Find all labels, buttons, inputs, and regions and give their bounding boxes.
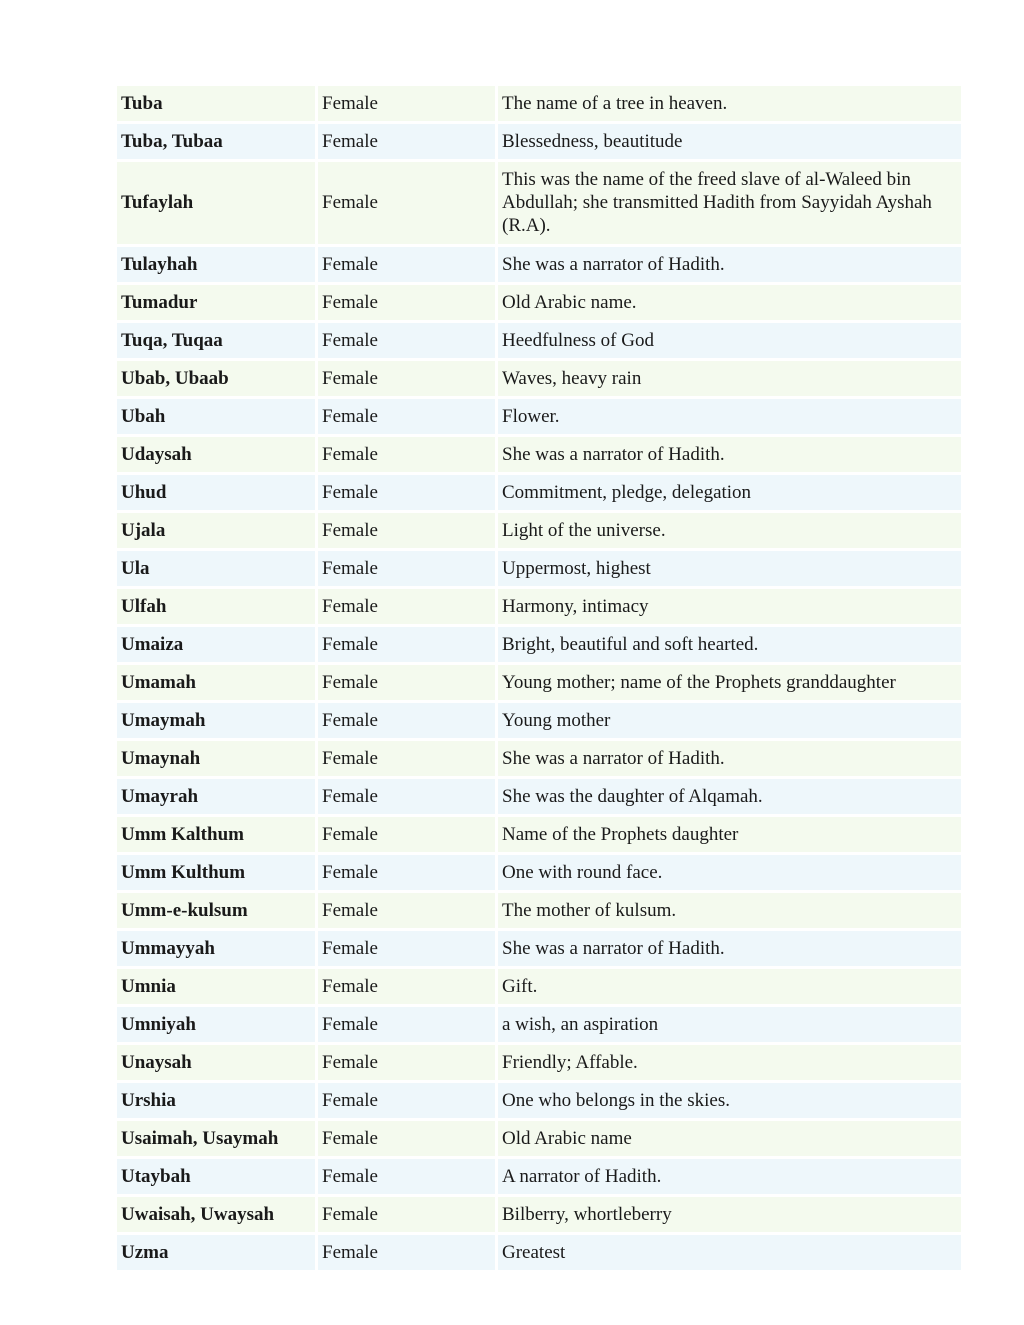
- name-cell: Umaiza: [117, 627, 315, 662]
- meaning-cell: She was the daughter of Alqamah.: [498, 779, 961, 814]
- table-row: [117, 513, 961, 548]
- gender-cell: Female: [318, 86, 495, 121]
- name-cell: Tuba, Tubaa: [117, 124, 315, 159]
- name-cell: Tuba: [117, 86, 315, 121]
- name-cell: Umnia: [117, 969, 315, 1004]
- meaning-cell: Commitment, pledge, delegation: [498, 475, 961, 510]
- meaning-cell: Young mother; name of the Prophets granddaughter: [498, 665, 961, 700]
- meaning-cell: Friendly; Affable.: [498, 1045, 961, 1080]
- table-row: [117, 399, 961, 434]
- name-cell: Tuqa, Tuqaa: [117, 323, 315, 358]
- gender-cell: Female: [318, 1159, 495, 1194]
- gender-cell: Female: [318, 1121, 495, 1156]
- name-cell: Tufaylah: [117, 162, 315, 244]
- gender-cell: Female: [318, 1007, 495, 1042]
- table-row: [117, 931, 961, 966]
- gender-cell: Female: [318, 361, 495, 396]
- name-cell: Ula: [117, 551, 315, 586]
- meaning-cell: She was a narrator of Hadith.: [498, 247, 961, 282]
- table-row: [117, 437, 961, 472]
- gender-cell: Female: [318, 1083, 495, 1118]
- name-cell: Umaynah: [117, 741, 315, 776]
- meaning-cell: Young mother: [498, 703, 961, 738]
- table-row: [117, 475, 961, 510]
- name-cell: Umm Kalthum: [117, 817, 315, 852]
- meaning-cell: Light of the universe.: [498, 513, 961, 548]
- name-cell: Urshia: [117, 1083, 315, 1118]
- name-cell: Uzma: [117, 1235, 315, 1270]
- name-cell: Ubab, Ubaab: [117, 361, 315, 396]
- meaning-cell: Name of the Prophets daughter: [498, 817, 961, 852]
- table-row: [117, 1007, 961, 1042]
- table-row: [117, 1197, 961, 1232]
- meaning-cell: This was the name of the freed slave of al-Waleed bin Abdullah; she transmitted Hadith from Sayyidah Ayshah (R.A).: [498, 162, 961, 244]
- name-cell: Tumadur: [117, 285, 315, 320]
- table-row: [117, 124, 961, 159]
- table-row: [117, 893, 961, 928]
- table-row: [117, 817, 961, 852]
- meaning-cell: Bilberry, whortleberry: [498, 1197, 961, 1232]
- meaning-cell: Harmony, intimacy: [498, 589, 961, 624]
- table-row: [117, 285, 961, 320]
- name-cell: Umniyah: [117, 1007, 315, 1042]
- meaning-cell: One who belongs in the skies.: [498, 1083, 961, 1118]
- gender-cell: Female: [318, 247, 495, 282]
- name-cell: Uhud: [117, 475, 315, 510]
- table-row: [117, 551, 961, 586]
- gender-cell: Female: [318, 703, 495, 738]
- names-table-body: [117, 86, 961, 1270]
- table-row: [117, 86, 961, 121]
- table-row: [117, 969, 961, 1004]
- name-cell: Ubah: [117, 399, 315, 434]
- table-row: [117, 162, 961, 244]
- table-row: [117, 1159, 961, 1194]
- gender-cell: Female: [318, 285, 495, 320]
- gender-cell: Female: [318, 589, 495, 624]
- meaning-cell: She was a narrator of Hadith.: [498, 741, 961, 776]
- meaning-cell: Blessedness, beautitude: [498, 124, 961, 159]
- name-cell: Utaybah: [117, 1159, 315, 1194]
- table-row: [117, 589, 961, 624]
- name-cell: Udaysah: [117, 437, 315, 472]
- gender-cell: Female: [318, 665, 495, 700]
- table-row: [117, 779, 961, 814]
- name-cell: Umm-e-kulsum: [117, 893, 315, 928]
- gender-cell: Female: [318, 475, 495, 510]
- meaning-cell: The name of a tree in heaven.: [498, 86, 961, 121]
- table-row: [117, 855, 961, 890]
- gender-cell: Female: [318, 779, 495, 814]
- table-row: [117, 741, 961, 776]
- name-cell: Usaimah, Usaymah: [117, 1121, 315, 1156]
- table-row: [117, 1121, 961, 1156]
- gender-cell: Female: [318, 893, 495, 928]
- names-table: [114, 83, 964, 1273]
- gender-cell: Female: [318, 931, 495, 966]
- name-cell: Unaysah: [117, 1045, 315, 1080]
- gender-cell: Female: [318, 513, 495, 548]
- meaning-cell: She was a narrator of Hadith.: [498, 931, 961, 966]
- name-cell: Ulfah: [117, 589, 315, 624]
- meaning-cell: Bright, beautiful and soft hearted.: [498, 627, 961, 662]
- table-row: [117, 247, 961, 282]
- gender-cell: Female: [318, 1045, 495, 1080]
- gender-cell: Female: [318, 1235, 495, 1270]
- name-cell: Umaymah: [117, 703, 315, 738]
- gender-cell: Female: [318, 437, 495, 472]
- table-row: [117, 361, 961, 396]
- name-cell: Umamah: [117, 665, 315, 700]
- name-cell: Tulayhah: [117, 247, 315, 282]
- table-row: [117, 627, 961, 662]
- meaning-cell: Old Arabic name.: [498, 285, 961, 320]
- gender-cell: Female: [318, 855, 495, 890]
- table-row: [117, 1235, 961, 1270]
- table-row: [117, 1083, 961, 1118]
- table-row: [117, 703, 961, 738]
- meaning-cell: Waves, heavy rain: [498, 361, 961, 396]
- name-cell: Umm Kulthum: [117, 855, 315, 890]
- table-row: [117, 323, 961, 358]
- gender-cell: Female: [318, 124, 495, 159]
- table-row: [117, 1045, 961, 1080]
- meaning-cell: Greatest: [498, 1235, 961, 1270]
- name-cell: Umayrah: [117, 779, 315, 814]
- gender-cell: Female: [318, 817, 495, 852]
- meaning-cell: Flower.: [498, 399, 961, 434]
- name-cell: Ujala: [117, 513, 315, 548]
- gender-cell: Female: [318, 399, 495, 434]
- gender-cell: Female: [318, 627, 495, 662]
- meaning-cell: Uppermost, highest: [498, 551, 961, 586]
- name-cell: Ummayyah: [117, 931, 315, 966]
- gender-cell: Female: [318, 741, 495, 776]
- gender-cell: Female: [318, 323, 495, 358]
- meaning-cell: Heedfulness of God: [498, 323, 961, 358]
- gender-cell: Female: [318, 969, 495, 1004]
- table-row: [117, 665, 961, 700]
- gender-cell: Female: [318, 1197, 495, 1232]
- meaning-cell: Gift.: [498, 969, 961, 1004]
- meaning-cell: The mother of kulsum.: [498, 893, 961, 928]
- gender-cell: Female: [318, 162, 495, 244]
- meaning-cell: a wish, an aspiration: [498, 1007, 961, 1042]
- name-cell: Uwaisah, Uwaysah: [117, 1197, 315, 1232]
- meaning-cell: She was a narrator of Hadith.: [498, 437, 961, 472]
- meaning-cell: A narrator of Hadith.: [498, 1159, 961, 1194]
- gender-cell: Female: [318, 551, 495, 586]
- meaning-cell: Old Arabic name: [498, 1121, 961, 1156]
- meaning-cell: One with round face.: [498, 855, 961, 890]
